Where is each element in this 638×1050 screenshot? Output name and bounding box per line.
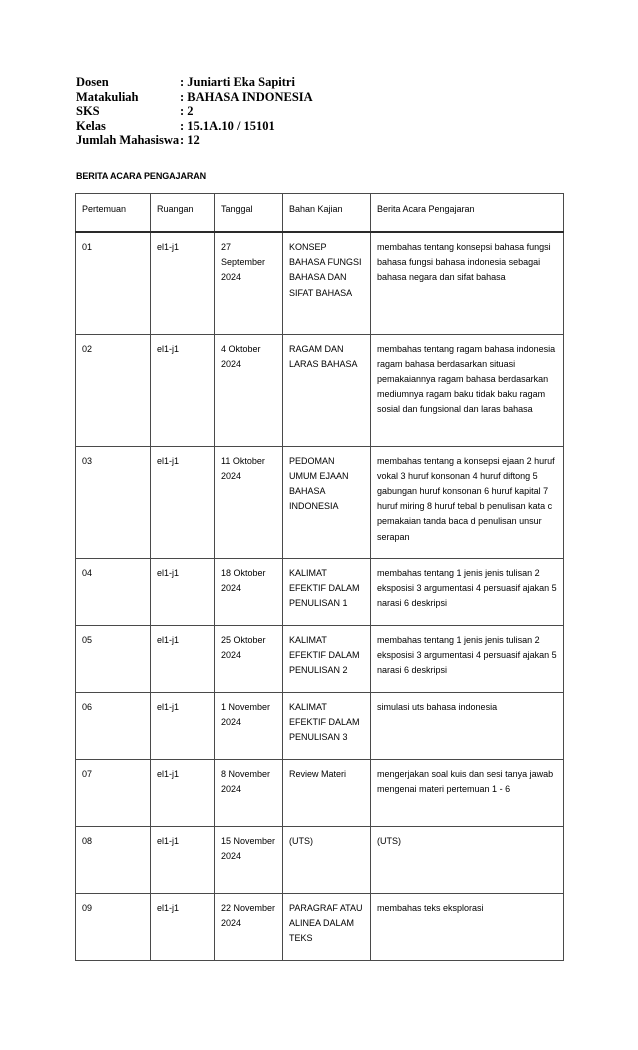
cell-pertemuan: 07 bbox=[76, 759, 151, 826]
cell-pertemuan: 05 bbox=[76, 625, 151, 692]
cell-pertemuan: 08 bbox=[76, 826, 151, 893]
cell-pertemuan: 06 bbox=[76, 692, 151, 759]
cell-pertemuan: 03 bbox=[76, 446, 151, 558]
cell-berita-acara: membahas tentang konsepsi bahasa fungsi bahasa fungsi bahasa indonesia sebagai bahasa negara dan sifat bahasa bbox=[371, 232, 564, 334]
cell-ruangan: el1-j1 bbox=[151, 826, 215, 893]
cell-ruangan: el1-j1 bbox=[151, 446, 215, 558]
cell-tanggal: 1 November 2024 bbox=[215, 692, 283, 759]
header-tanggal: Tanggal bbox=[215, 194, 283, 233]
cell-berita-acara: membahas tentang 1 jenis jenis tulisan 2 eksposisi 3 argumentasi 4 persuasif ajakan 5 narasi 6 deskripsi bbox=[371, 558, 564, 625]
table-row bbox=[76, 334, 564, 446]
table-row bbox=[76, 893, 564, 960]
cell-pertemuan: 09 bbox=[76, 893, 151, 960]
info-label: SKS bbox=[76, 104, 100, 118]
info-value: : Juniarti Eka Sapitri bbox=[180, 75, 295, 89]
cell-ruangan: el1-j1 bbox=[151, 692, 215, 759]
info-row-dosen bbox=[76, 75, 313, 90]
table-row bbox=[76, 232, 564, 334]
cell-tanggal: 25 Oktober 2024 bbox=[215, 625, 283, 692]
course-info bbox=[76, 75, 313, 148]
cell-bahan-kajian: PEDOMAN UMUM EJAAN BAHASA INDONESIA bbox=[283, 446, 371, 558]
table-row bbox=[76, 826, 564, 893]
table-row bbox=[76, 692, 564, 759]
cell-berita-acara: membahas teks eksplorasi bbox=[371, 893, 564, 960]
table-row bbox=[76, 759, 564, 826]
section-title: BERITA ACARA PENGAJARAN bbox=[76, 171, 207, 181]
cell-ruangan: el1-j1 bbox=[151, 334, 215, 446]
cell-tanggal: 4 Oktober 2024 bbox=[215, 334, 283, 446]
cell-tanggal: 15 November 2024 bbox=[215, 826, 283, 893]
info-label: Jumlah Mahasiswa bbox=[76, 133, 180, 147]
cell-berita-acara: simulasi uts bahasa indonesia bbox=[371, 692, 564, 759]
info-row-matakuliah bbox=[76, 90, 313, 105]
cell-ruangan: el1-j1 bbox=[151, 759, 215, 826]
cell-tanggal: 27 September 2024 bbox=[215, 232, 283, 334]
cell-berita-acara: membahas tentang ragam bahasa indonesia ragam bahasa berdasarkan situasi pemakaiannya ragam bahasa berdasarkan mediumnya ragam baku tidak baku ragam sosial dan fungsional dan laras bahasa bbox=[371, 334, 564, 446]
info-label: Matakuliah bbox=[76, 89, 139, 104]
cell-berita-acara: membahas tentang a konsepsi ejaan 2 huruf vokal 3 huruf konsonan 4 huruf diftong 5 gabungan huruf konsonan 6 huruf kapital 7 huruf miring 8 huruf tebal b penulisan kata c pemakaian tanda baca d penulisan unsur serapan bbox=[371, 446, 564, 558]
table-row bbox=[76, 558, 564, 625]
info-value: : 12 bbox=[180, 133, 200, 147]
info-value: : BAHASA INDONESIA bbox=[180, 89, 313, 104]
header-berita-acara: Berita Acara Pengajaran bbox=[371, 194, 564, 233]
info-row-kelas bbox=[76, 119, 313, 134]
cell-bahan-kajian: PARAGRAF ATAU ALINEA DALAM TEKS bbox=[283, 893, 371, 960]
table-row bbox=[76, 446, 564, 558]
cell-pertemuan: 02 bbox=[76, 334, 151, 446]
cell-pertemuan: 04 bbox=[76, 558, 151, 625]
berita-acara-table bbox=[75, 193, 564, 961]
cell-bahan-kajian: KONSEP BAHASA FUNGSI BAHASA DAN SIFAT BAHASA bbox=[283, 232, 371, 334]
table-header-row bbox=[76, 194, 564, 233]
cell-bahan-kajian: KALIMAT EFEKTIF DALAM PENULISAN 1 bbox=[283, 558, 371, 625]
cell-berita-acara: membahas tentang 1 jenis jenis tulisan 2 eksposisi 3 argumentasi 4 persuasif ajakan 5 narasi 6 deskripsi bbox=[371, 625, 564, 692]
cell-ruangan: el1-j1 bbox=[151, 558, 215, 625]
info-value: : 15.1A.10 / 15101 bbox=[180, 118, 275, 133]
cell-bahan-kajian: KALIMAT EFEKTIF DALAM PENULISAN 2 bbox=[283, 625, 371, 692]
cell-bahan-kajian: KALIMAT EFEKTIF DALAM PENULISAN 3 bbox=[283, 692, 371, 759]
cell-bahan-kajian: Review Materi bbox=[283, 759, 371, 826]
cell-bahan-kajian: (UTS) bbox=[283, 826, 371, 893]
info-label: Dosen bbox=[76, 75, 109, 89]
cell-berita-acara: mengerjakan soal kuis dan sesi tanya jawab mengenai materi pertemuan 1 - 6 bbox=[371, 759, 564, 826]
table-row bbox=[76, 625, 564, 692]
cell-tanggal: 11 Oktober 2024 bbox=[215, 446, 283, 558]
cell-pertemuan: 01 bbox=[76, 232, 151, 334]
cell-tanggal: 22 November 2024 bbox=[215, 893, 283, 960]
cell-tanggal: 18 Oktober 2024 bbox=[215, 558, 283, 625]
cell-bahan-kajian: RAGAM DAN LARAS BAHASA bbox=[283, 334, 371, 446]
header-ruangan: Ruangan bbox=[151, 194, 215, 233]
info-value: : 2 bbox=[180, 104, 194, 118]
cell-tanggal: 8 November 2024 bbox=[215, 759, 283, 826]
info-row-jumlah-mahasiswa bbox=[76, 133, 313, 148]
cell-berita-acara: (UTS) bbox=[371, 826, 564, 893]
cell-ruangan: el1-j1 bbox=[151, 893, 215, 960]
cell-ruangan: el1-j1 bbox=[151, 232, 215, 334]
header-pertemuan: Pertemuan bbox=[76, 194, 151, 233]
header-bahan-kajian: Bahan Kajian bbox=[283, 194, 371, 233]
cell-ruangan: el1-j1 bbox=[151, 625, 215, 692]
info-label: Kelas bbox=[76, 118, 106, 133]
info-row-sks bbox=[76, 104, 313, 119]
